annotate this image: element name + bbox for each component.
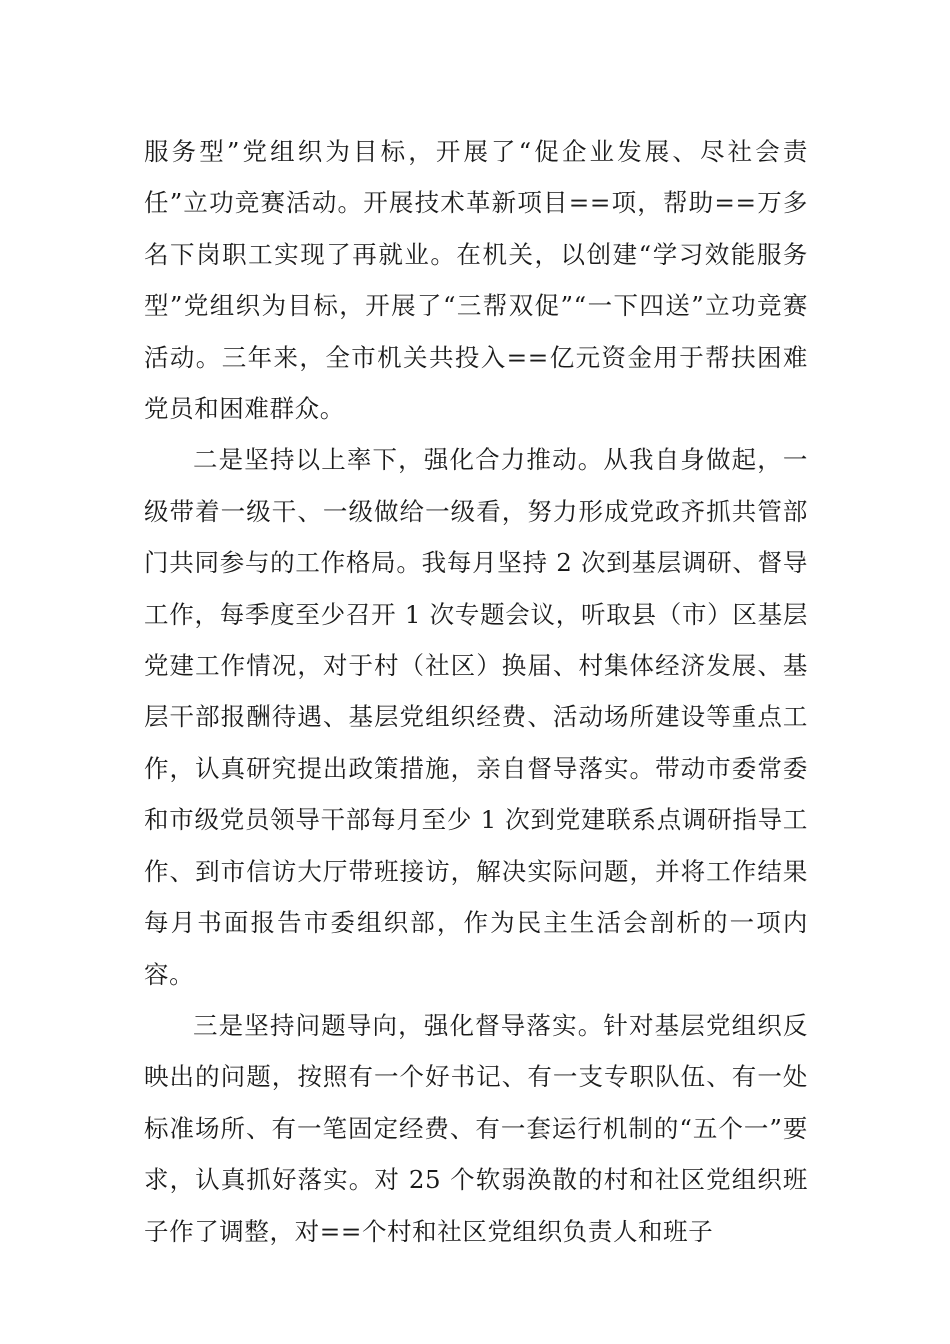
paragraph-1: 服务型”党组织为目标，开展了“促企业发展、尽社会责任”立功竞赛活动。开展技术革新项目==项，帮助==万多名下岗职工实现了再就业。在机关，以创建“学习效能服务型”党组织为目标，开展了“三帮双促”“一下四送”立功竞赛活动。三年来，全市机关共投入==亿元资金用于帮扶困难党员和困难群众。 [144,137,808,424]
paragraph-2: 二是坚持以上率下，强化合力推动。从我自身做起，一级带着一级干、一级做给一级看，努力形成党政齐抓共管部门共同参与的工作格局。我每月坚持 2 次到基层调研、督导工作，每季度至少召开 1 次专题会议，听取县（市）区基层党建工作情况，对于村（社区）换届、村集体经济发展、基层干部报酬待遇、基层党组织经费、活动场所建设等重点工作，认真研究提出政策措施，亲自督导落实。带动市委常委和市级党员领导干部每月至少 1 次到党建联系点调研指导工作、到市信访大厅带班接访，解决实际问题，并将工作结果每月书面报告市委组织部，作为民主生活会剖析的一项内容。 [144,445,808,989]
paragraph-3: 三是坚持问题导向，强化督导落实。针对基层党组织反映出的问题，按照有一个好书记、有一支专职队伍、有一处标准场所、有一笔固定经费、有一套运行机制的“五个一”要求，认真抓好落实。对 25 个软弱涣散的村和社区党组织班子作了调整，对==个村和社区党组织负责人和班子 [144,1010,808,1246]
document-body [144,126,808,1257]
